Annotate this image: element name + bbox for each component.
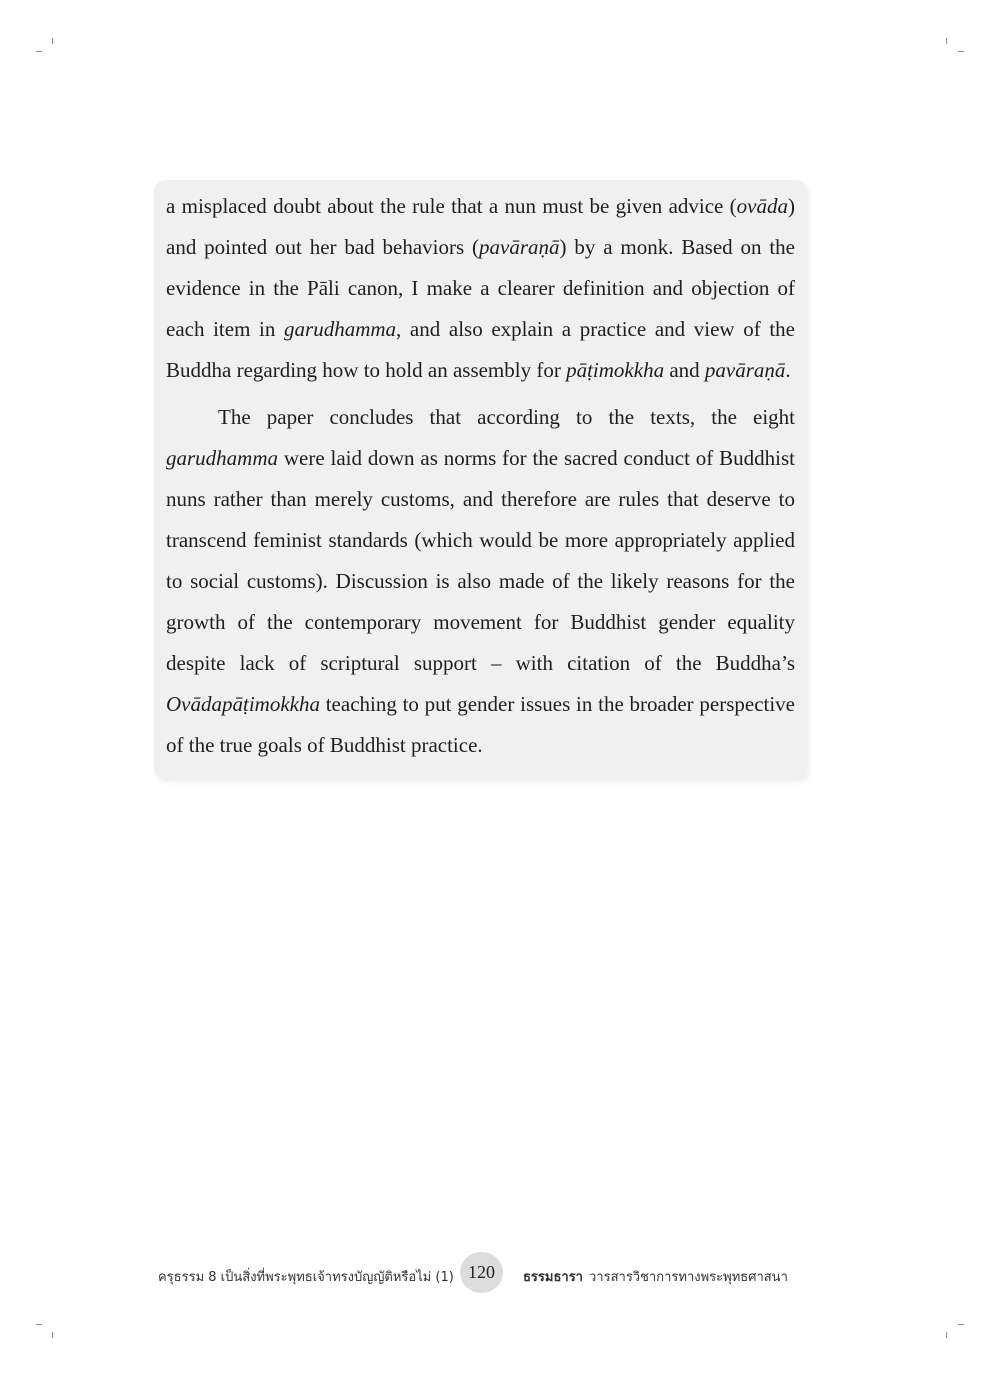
italic-term: pāṭimokkha [566, 358, 665, 382]
italic-term: Ovādapāṭimokkha [166, 692, 320, 716]
text-run: and [664, 358, 705, 382]
text-run: . [785, 358, 791, 382]
text-run: ) by a monk. Based on the evidence in the Pāli canon, I make a clearer definition and objection of each item in [166, 235, 796, 341]
italic-term: pavāraṇā [704, 358, 786, 382]
abstract-box [154, 180, 807, 779]
italic-term: pavāraṇā [479, 235, 560, 259]
italic-term: garudhamma [284, 317, 397, 341]
crop-mark [946, 1332, 947, 1338]
crop-mark [52, 1332, 53, 1338]
crop-mark [946, 38, 947, 44]
italic-term: ovāda [736, 194, 788, 218]
journal-name [523, 1266, 788, 1287]
page-footer [0, 1252, 1000, 1296]
running-title: ครุธรรม 8 เป็นสิ่งที่พระพุทธเจ้าทรงบัญญัติหรือไม่ (1) [158, 1270, 454, 1285]
crop-mark [958, 51, 964, 52]
text-run: were laid down as norms for the sacred conduct of Buddhist nuns rather than merely customs, and therefore are rules that deserve to transcend feminist standards (which would be more appropriately applied to social customs). Discussion is also made of the likely reasons for the growth of the contemporary movement for Buddhist gender equality despite lack of scriptural support – with citation of the Buddha’s [166, 446, 795, 675]
abstract-paragraph-2 [166, 397, 795, 766]
journal-title: ธรรมธารา [523, 1270, 583, 1285]
abstract-paragraph-1 [166, 186, 795, 391]
crop-mark [52, 38, 53, 44]
text-run: , and also explain a practice and view of the Buddha regarding how to hold an assembly for [166, 317, 796, 382]
text-run: a misplaced doubt about the rule that a nun must be given advice ( [166, 194, 737, 218]
italic-term: garudhamma [166, 446, 279, 470]
text-run: The paper concludes that according to the texts, the eight [218, 405, 795, 429]
crop-mark [36, 1324, 42, 1325]
journal-subtitle: วารสารวิชาการทางพระพุทธศาสนา [589, 1270, 788, 1285]
crop-mark [36, 51, 42, 52]
page-number: 120 [460, 1252, 503, 1293]
text-run: teaching to put gender issues in the broader perspective of the true goals of Buddhist practice. [166, 692, 795, 757]
text-run: ) and pointed out her bad behaviors ( [166, 194, 795, 259]
crop-mark [958, 1324, 964, 1325]
